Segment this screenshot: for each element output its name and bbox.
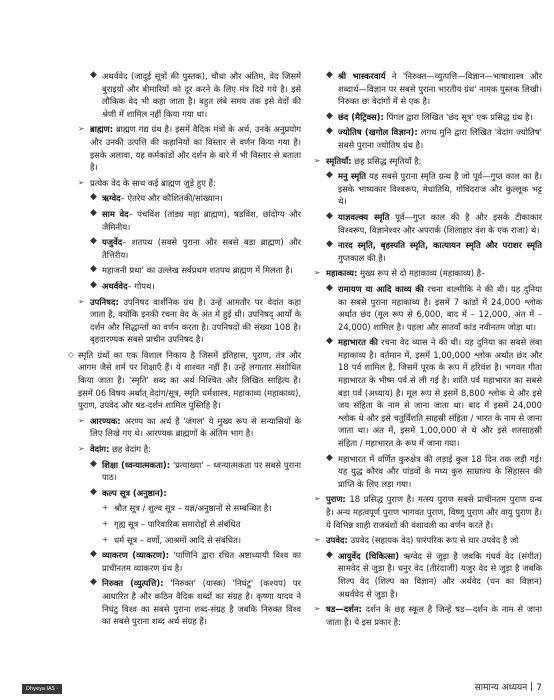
bullet-icon: ◆ (326, 170, 333, 181)
item-text: पिंगल द्वारा लिखित 'छंद सूत्र' एक प्रसिद्ध ग्रंथ है। (383, 111, 533, 122)
list-item (68, 349, 301, 412)
item-text: – पंचविंश (तांड्य महा ब्राह्मण), षडविंश, छांदोग्य और जैमिनीय। (102, 208, 302, 232)
list-item (304, 603, 542, 628)
item-text: ब्राह्मण गद्य ग्रंथ है। इसमें वैदिक मंत्रों के अर्थ, उनके अनुप्रयोग और उनकी उत्पत्ति की कहानियों का विस्तार से वर्णन किया गया है। इसके अलावा, यह कर्मकांडों और दर्शन के बारे में भी विस्तार से बताता है। (90, 124, 301, 173)
item-heading: निरुक्त (व्युत्पत्ति): (102, 578, 164, 589)
item-text: छह वेदांग है: (109, 444, 151, 455)
item-text: दर्शन के छह स्कूल है जिन्हें षड—दर्शन के नाम से जाना जाता है। ये इस प्रकार है: (326, 604, 542, 627)
item-text: उपनिषद वार्शनिक ग्रंथ है। उन्हें आमतौर पर वेदांत कहा जाता है, क्योंकि इनकी रचना वेद के अंत में हुई थी। उपनिषद् आर्यों के दर्शन और सिद्धान्तों का वर्णन करता है। उपनिषदों की संख्या 108 है। बृहदारण्यक सबसे प्राचीन उपनिषद है। (90, 296, 301, 345)
publisher-badge: Dhyeya IAS · Hindi (22, 684, 62, 694)
footer-section-title: सामान्य अध्ययन (474, 683, 528, 693)
item-heading: मनु स्मृति (338, 171, 367, 182)
bullet-icon: ◆ (90, 549, 97, 560)
bullet-icon: ◆ (90, 207, 97, 218)
list-item (68, 443, 301, 456)
item-text: 'निरुक्त' (यास्क) 'निघंटु' (कश्यप) पर आधारित है और कठिन वैदिक शब्दों का संग्रह है। कृष्णा यादव ने निघंटु विश्व का सबसे पुराना शब्द-संग्रह है जबकि निरुक्त विश्व का सबसे पुराना शब्द अर्थ संग्रह है। (102, 578, 301, 627)
item-heading: पुराण: (326, 494, 346, 505)
item-text: स्मृति ग्रंथों का एक विशाल निकाय है जिसमें इतिहास, पुराण, तंत्र और आगम जैसे शर्म पर शिक्षाएँ हैं। ये शाश्वत नहीं हैं। उन्हें लगातार संशोधित किया जाता है। 'स्मृति' शब्द का अर्थ निश्चित और लिखित साहित्य है। इसमें 06 विषय अर्थात् वेदांग/सूत्र, स्मृति धर्मशास्त्र, महाकाव्य (महाकाव्य), पुराण, उपवेद और षड-दर्शन शामिल पुस्तिहि है। (78, 349, 301, 411)
list-item (68, 264, 301, 277)
list-item (304, 283, 542, 333)
item-text: 'पाणिनि द्वारा रचित अष्टाध्यायी विश्व का प्राचीनतम व्याकरण ग्रंथ है। (102, 550, 302, 573)
item-heading: स्मृतियाँ: (326, 155, 352, 166)
bullet-icon: ◆ (326, 452, 333, 463)
item-text: यह सबसे पुराना स्मृति ग्रन्थ है जो पूर्व—गुप्त काल का है। इसके भाष्यकार विश्वरूप, मेधातिथि, गोविंदराज और कुल्लूक भट्ट थे। (338, 171, 543, 207)
item-heading: कल्प सूत्र (अनुष्ठान): (102, 487, 167, 498)
item-text: लगध मुनि द्वारा लिखित 'वेदांग ज्योतिष' सबसे पुराना ज्योतिष ग्रंथ है। (338, 127, 542, 150)
list-item (304, 453, 542, 491)
right-column (304, 70, 542, 631)
item-heading: व्याकरण (व्याकरण): (102, 550, 170, 561)
list-item (68, 123, 301, 173)
item-text: अथर्ववेद (जादुई सूत्रों की पुस्तक), चौथा और अंतिम, वेद जिसमें बुराइयों और बीमारियों को दूर करने के लिए मंत्र दिये गये है। इसे लौकिक वेद भी कहा जाता है। बहुत लंबे समय तक इसे वेदों की श्रेणी में शामिल नहीं किया गया था। (102, 71, 301, 119)
left-column (68, 70, 301, 631)
bullet-icon: ➢ (314, 494, 321, 504)
item-text: – ऐतरेय और कौशितकी/सांख्यान। (120, 193, 223, 204)
bullet-icon: ➢ (314, 155, 321, 165)
bullet-icon: ◆ (90, 577, 97, 588)
item-heading: उपनिषद: (90, 296, 119, 307)
list-item (68, 208, 301, 233)
list-item (68, 518, 301, 531)
bullet-icon: ◆ (326, 336, 333, 347)
page-number: 7 (536, 683, 542, 693)
bullet-icon: ◆ (326, 70, 333, 80)
item-text: गुप्तकाल की है। (338, 252, 386, 263)
list-item (68, 236, 301, 261)
bullet-icon: ◆ (90, 192, 97, 203)
list-item (304, 239, 542, 264)
item-text: उपवेद (सहायक वेद) पारंपरिक रूप से चार उपवेद है जो (347, 535, 519, 546)
item-text: – गोपथ। (127, 280, 155, 291)
item-heading: यजुर्वेद (102, 237, 123, 248)
list-item (304, 126, 542, 151)
list-item (304, 336, 542, 449)
item-heading: आयुर्वेद (चिकित्सा) (338, 550, 400, 561)
bullet-icon: ◆ (326, 239, 333, 250)
bullet-icon: ◆ (90, 70, 97, 80)
item-text: श्रौत सूत्र / शुल्व सूत्र – यज्ञ/अनुष्ठानों से सम्बन्धित है। (114, 503, 272, 514)
bullet-icon: ◆ (326, 210, 333, 221)
bullet-icon: ➢ (78, 296, 85, 306)
bullet-icon: ◆ (326, 549, 333, 560)
bullet-icon: ◆ (326, 110, 333, 121)
bullet-icon: ◆ (90, 279, 97, 290)
item-heading: ज्योतिष (खगोल विज्ञान): (338, 127, 418, 138)
list-item (68, 549, 301, 574)
item-heading: आरण्यक: (90, 415, 121, 426)
item-text: प्रत्येक वेद के साथ कई ब्राह्मण जुड़े हुए हैं: (90, 177, 216, 188)
list-item (68, 502, 301, 515)
item-heading: वेदांग: (90, 444, 110, 455)
bullet-icon: ◆ (326, 282, 333, 293)
item-text: पूर्व—गुप्त काल की है और इसके टीकाकार विश्वरूप, विज्ञानेश्वर और अपरार्क (शिलाहार वंश के एक राजा) थे। (338, 211, 542, 235)
bullet-icon: + (102, 519, 109, 528)
bullet-icon: + (102, 534, 109, 544)
list-item (68, 534, 301, 547)
list-item (68, 192, 301, 205)
item-heading: अथर्ववेद (102, 280, 128, 291)
item-text: – शतपथ (सबसे पुराना और सबसे बड़ा ब्राह्मण) और तैत्तिरीय। (102, 237, 301, 260)
list-item (304, 267, 542, 280)
item-text: महाभारत में वर्णित कुरुक्षेत्र की लड़ाई कुल 18 दिन तक लड़ी गई। यह युद्ध कौरव और पांडवों के मध्य कुरु साम्राज्य के सिंहासन की प्राप्ति के लिए लड़ा गया। (338, 453, 542, 489)
item-text: गृह्य सूत्र – पारिवारिक समारोहों से संबंधित (114, 519, 241, 529)
bullet-icon: ➢ (78, 177, 85, 187)
list-item (304, 70, 542, 108)
bullet-icon: ➢ (314, 268, 321, 278)
footer-divider (531, 682, 532, 691)
item-heading: षड—दर्शन: (326, 604, 362, 615)
item-text: छह प्रसिद्ध स्मृतियाँ है: (351, 155, 422, 166)
list-item (304, 550, 542, 600)
item-text: ऋग्वेद से जुड़ा है जबकि गंधर्व वेद (संगीत) सामवेद से जुड़ा है। धनुर वेद (तीरंदाजी) यजुर वेद से जुड़ा है जबकि शिल्प वेद (शिल्प का विज्ञान) और अर्थवेद (धन का विज्ञान) अथर्ववेद से जुड़ा है। (338, 550, 542, 599)
item-heading: महाकाव्य: (326, 268, 358, 279)
item-heading: उपवेद: (326, 535, 348, 546)
bullet-icon: ◆ (90, 486, 97, 497)
bullet-icon: ➢ (78, 415, 85, 425)
list-item (68, 577, 301, 627)
item-heading: श्री भास्करवार्य (338, 71, 386, 81)
item-heading: रामायण या आदि काव्य की (338, 283, 424, 294)
item-heading: महाभारत की (338, 337, 378, 348)
list-item (304, 170, 542, 208)
bullet-icon: ➢ (78, 124, 85, 134)
list-item (68, 70, 301, 120)
page-footer (475, 680, 542, 693)
item-heading: ब्राह्मण: (90, 124, 114, 135)
bullet-icon: ◆ (90, 236, 97, 247)
list-item (68, 177, 301, 190)
list-item (304, 534, 542, 547)
item-text: धर्म सूत्र – वर्णो, आश्रमों आदि से संबंधित। (114, 534, 242, 545)
item-heading: नारद स्मृति, बृहस्पति स्मृति, कात्यायन स्मृति और पराशर स्मृति (338, 240, 542, 251)
bullet-icon: ◇ (68, 349, 74, 359)
item-heading: ऋग्वेद (102, 193, 121, 204)
bullet-icon: + (102, 503, 109, 513)
list-item (68, 459, 301, 484)
bullet-icon: ◆ (326, 126, 333, 137)
item-heading: साम वेद (102, 208, 129, 219)
item-heading: शिक्षा (ध्वन्यात्मकता): (102, 459, 171, 470)
list-item (304, 111, 542, 124)
list-item (304, 493, 542, 531)
bullet-icon: ◆ (90, 458, 97, 469)
bullet-icon: ◆ (90, 264, 97, 275)
list-item (68, 280, 301, 293)
item-text: 18 प्रसिद्ध पुराण है। मत्स्य पुराण सबसे प्राचीनतम पुराण ग्रन्थ है। अन्य महत्वपूर्ण पुराण भागवत पुराण, विष्णु पुराण और वायु पुराण है। ये विभिन्न शाही राजवंशों की वंशावली का वर्णन करते है। (326, 494, 542, 530)
item-text: 'प्रत्याख्या' – ध्वन्यात्मकता पर सबसे पुराना पाठ। (102, 459, 302, 483)
item-heading: छंद (मैट्रिक्स): (338, 111, 384, 122)
list-item (68, 415, 301, 440)
list-item (304, 211, 542, 236)
bullet-icon: ➢ (314, 604, 321, 614)
item-text: रचना वेद व्यास ने की थी। यह दुनिया का सबसे लंबा महाकाव्य है। वर्तमान में, इसमें 1,00,000 श्लोक अर्थात छंद और 18 पर्व शामिल है, जिसमें पूरक के रूप में हरिवंश है। भगवत गीता महाभारत के भीष्म पर्व से ली गई है। शांति पर्व महाभारत का सबसे बड़ा पर्व (अध्याय) है। मूल रूप से इसमें 8,800 श्लोक थे और इसे जय संहिता के नाम से जाना जाता था। बाद में इसमें 24,000 श्लोक थे और इसे चतुर्विंशति साहस्री संहिता / भारत के नाम से जाना जाता था। अंत में, इसमें 1,00,000 से थे और इसे शतसाहस्री संहिता / महाभारत के रूप में जाना गया। (338, 337, 542, 449)
item-heading: याज्ञवल्क्य स्मृति (338, 211, 390, 222)
item-text: महाजनी प्रथा' का उल्लेख सर्वप्रथम शतपथ ब्राह्मण में मिलता है। (102, 265, 293, 276)
list-item (68, 296, 301, 346)
item-text: अरण्य का अर्थ है 'जंगल' ये मुख्य रूप से सन्यासियों के लिए लिखे गए थे। आरण्यक ब्राह्मणों के अंतिम भाग है। (90, 415, 301, 439)
item-text: ने 'निरुक्त—व्युत्पत्ति—विज्ञान—भाषाशास्त्र और शब्दार्थ—विज्ञान पर सबसे पुराना भारतीय ग्रंथ' नामक पुस्तक लिखी। निरुक्त छः वेदांगों में से एक है। (338, 71, 542, 107)
bullet-icon: ➢ (314, 535, 321, 545)
item-text: रचना वाल्मीकि ने की थी। यह दुनिया का सबसे पुराना महाकाव्य है। इसमें 7 कांडों में 24,000 श्लोक अर्थात छंद (मूल रूप से 6,000, बाद में – 12,000, अंत में – 24,000) शामिल है। पहला और सातवाँ कांड नवीनतम जोड़ा था। (338, 283, 542, 332)
list-item (68, 487, 301, 500)
item-text: मुख्य रूप से दो महाकाव्य (महाकाव्य) है– (357, 268, 486, 279)
bullet-icon: ➢ (78, 444, 85, 454)
list-item (304, 155, 542, 168)
